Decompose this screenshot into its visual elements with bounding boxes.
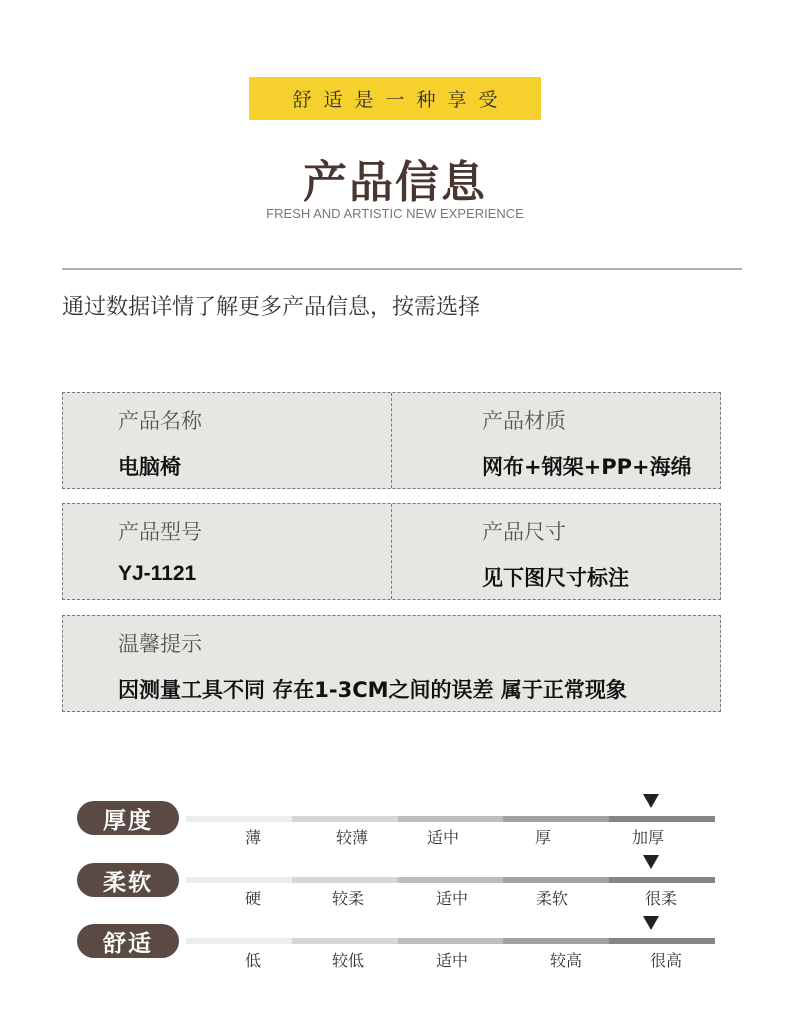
scale-label-comfort: 舒适 <box>77 924 179 958</box>
product-material-label: 产品材质 <box>482 409 566 433</box>
scale-option: 较高 <box>549 951 582 970</box>
product-material-value: 网布+钢架+PP+海绵 <box>482 455 692 479</box>
scale-option: 很高 <box>649 951 682 970</box>
info-row-tip <box>62 615 721 712</box>
info-cell-name <box>63 393 391 488</box>
scale-option: 柔软 <box>535 889 568 908</box>
scale-bar-thickness <box>186 816 715 822</box>
tip-value: 因测量工具不同 存在1-3CM之间的误差 属于正常现象 <box>118 678 627 702</box>
product-model-label: 产品型号 <box>118 520 202 544</box>
info-cell-model <box>63 504 391 599</box>
scale-option: 加厚 <box>631 828 664 847</box>
scale-bar-comfort <box>186 938 715 944</box>
scale-option: 硬 <box>244 889 261 908</box>
scale-label-softness: 柔软 <box>77 863 179 897</box>
info-row-name-material <box>62 392 721 489</box>
scale-option: 很柔 <box>644 889 677 908</box>
page-title: 产品信息 <box>303 157 487 208</box>
scale-label-thickness: 厚度 <box>77 801 179 835</box>
product-name-label: 产品名称 <box>118 409 202 433</box>
intro-text: 通过数据详情了解更多产品信息，按需选择 <box>62 295 481 320</box>
info-row-model-size <box>62 503 721 600</box>
product-size-value: 见下图尺寸标注 <box>482 566 629 590</box>
product-model-value: YJ-1121 <box>118 562 197 585</box>
scale-option: 适中 <box>435 889 468 908</box>
scale-bar-softness <box>186 877 715 883</box>
scale-option: 厚 <box>534 828 551 847</box>
selected-marker-icon <box>643 794 659 808</box>
tip-label: 温馨提示 <box>118 632 202 656</box>
selected-marker-icon <box>643 916 659 930</box>
page-subtitle: FRESH AND ARTISTIC NEW EXPERIENCE <box>266 206 524 221</box>
slogan-banner: 舒适是一种享受 <box>249 77 541 120</box>
scale-option: 适中 <box>426 828 459 847</box>
info-cell-tip <box>63 616 720 711</box>
divider <box>62 268 742 270</box>
scale-option: 较低 <box>331 951 364 970</box>
selected-marker-icon <box>643 855 659 869</box>
product-name-value: 电脑椅 <box>118 455 181 479</box>
scale-option: 较薄 <box>335 828 368 847</box>
scale-option: 较柔 <box>331 889 364 908</box>
product-size-label: 产品尺寸 <box>482 520 566 544</box>
scale-option: 低 <box>244 951 261 970</box>
scale-option: 适中 <box>435 951 468 970</box>
info-cell-size <box>391 504 720 599</box>
info-cell-material <box>391 393 720 488</box>
scale-option: 薄 <box>244 828 261 847</box>
